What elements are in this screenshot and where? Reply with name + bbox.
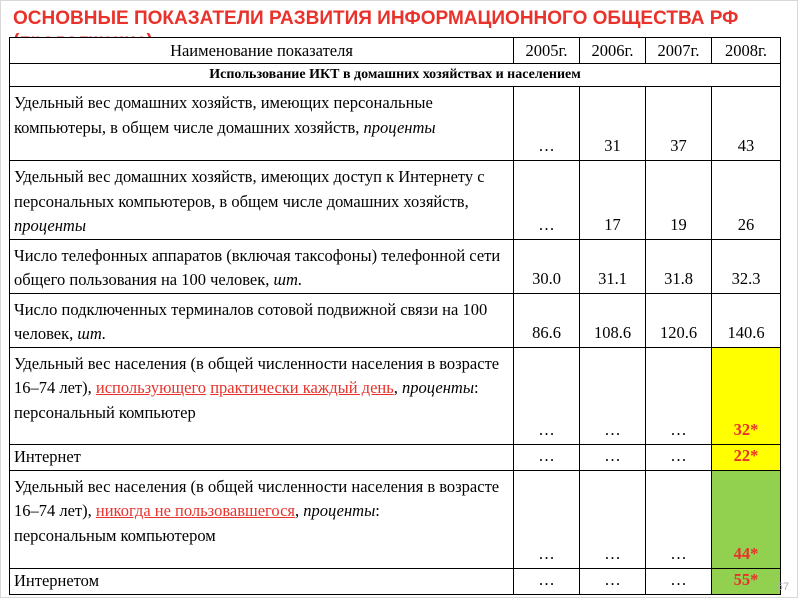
row-label: Интернет: [10, 444, 514, 470]
table-row: [10, 347, 781, 444]
cell-2006: 17: [580, 161, 646, 240]
row-label: Число подключенных терминалов сотовой подвижной связи на 100 человек, шт.: [10, 293, 514, 347]
row-label: Удельный вес домашних хозяйств, имеющих персональные компьютеры, в общем числе домашних хозяйств, проценты: [10, 87, 514, 161]
cell-2008-highlight: 32*: [712, 347, 781, 444]
row-label: Удельный вес населения (в общей численности населения в возрасте 16–74 лет), никогда не пользовавшегося, проценты: персональным компьютером: [10, 470, 514, 568]
cell-2006: …: [580, 347, 646, 444]
cell-2006: 31: [580, 87, 646, 161]
indicators-table: [9, 37, 781, 595]
header-2006: 2006г.: [580, 38, 646, 64]
cell-2006: …: [580, 470, 646, 568]
cell-2008: 43: [712, 87, 781, 161]
cell-2005: …: [514, 444, 580, 470]
table-row: [10, 87, 781, 161]
cell-2007: 31.8: [646, 239, 712, 293]
table-row: [10, 161, 781, 240]
table-row: [10, 444, 781, 470]
cell-2008: 32.3: [712, 239, 781, 293]
row-label: Удельный вес населения (в общей численности населения в возрасте 16–74 лет), использующего практически каждый день, проценты: персональный компьютер: [10, 347, 514, 444]
cell-2007: 120.6: [646, 293, 712, 347]
row-label: Интернетом: [10, 568, 514, 594]
page-number: 67: [776, 581, 789, 593]
cell-2005: …: [514, 568, 580, 594]
cell-2008: 140.6: [712, 293, 781, 347]
slide-title: ОСНОВНЫЕ ПОКАЗАТЕЛИ РАЗВИТИЯ ИНФОРМАЦИОННОГО ОБЩЕСТВА РФ: [13, 8, 739, 29]
cell-2008-highlight: 22*: [712, 444, 781, 470]
row-label: Удельный вес домашних хозяйств, имеющих доступ к Интернету с персональных компьютеров, в общем числе домашних хозяйств, проценты: [10, 161, 514, 240]
indicators-table-wrapper: [9, 37, 780, 595]
cell-2007: …: [646, 470, 712, 568]
cell-2006: 31.1: [580, 239, 646, 293]
cell-2007: 19: [646, 161, 712, 240]
table-row: [10, 470, 781, 568]
header-2005: 2005г.: [514, 38, 580, 64]
section-title: Использование ИКТ в домашних хозяйствах и населением: [10, 64, 781, 87]
row-sublabel: персональным компьютером: [14, 525, 216, 545]
table-row: [10, 568, 781, 594]
row-label: Число телефонных аппаратов (включая таксофоны) телефонной сети общего пользования на 100 человек, шт.: [10, 239, 514, 293]
cell-2006: 108.6: [580, 293, 646, 347]
cell-2005: 86.6: [514, 293, 580, 347]
cell-2008-highlight: 44*: [712, 470, 781, 568]
cell-2006: …: [580, 568, 646, 594]
section-row: [10, 64, 781, 87]
table-row: [10, 239, 781, 293]
cell-2008: 26: [712, 161, 781, 240]
cell-2007: …: [646, 444, 712, 470]
header-2008: 2008г.: [712, 38, 781, 64]
cell-2005: 30.0: [514, 239, 580, 293]
header-row: [10, 38, 781, 64]
cell-2005: …: [514, 87, 580, 161]
cell-2006: …: [580, 444, 646, 470]
cell-2005: …: [514, 347, 580, 444]
cell-2008-highlight: 55*: [712, 568, 781, 594]
cell-2007: …: [646, 568, 712, 594]
cell-2005: …: [514, 161, 580, 240]
row-sublabel: персональный компьютер: [14, 402, 196, 422]
header-2007: 2007г.: [646, 38, 712, 64]
header-indicator: Наименование показателя: [10, 38, 514, 64]
table-row: [10, 293, 781, 347]
cell-2007: …: [646, 347, 712, 444]
cell-2007: 37: [646, 87, 712, 161]
cell-2005: …: [514, 470, 580, 568]
